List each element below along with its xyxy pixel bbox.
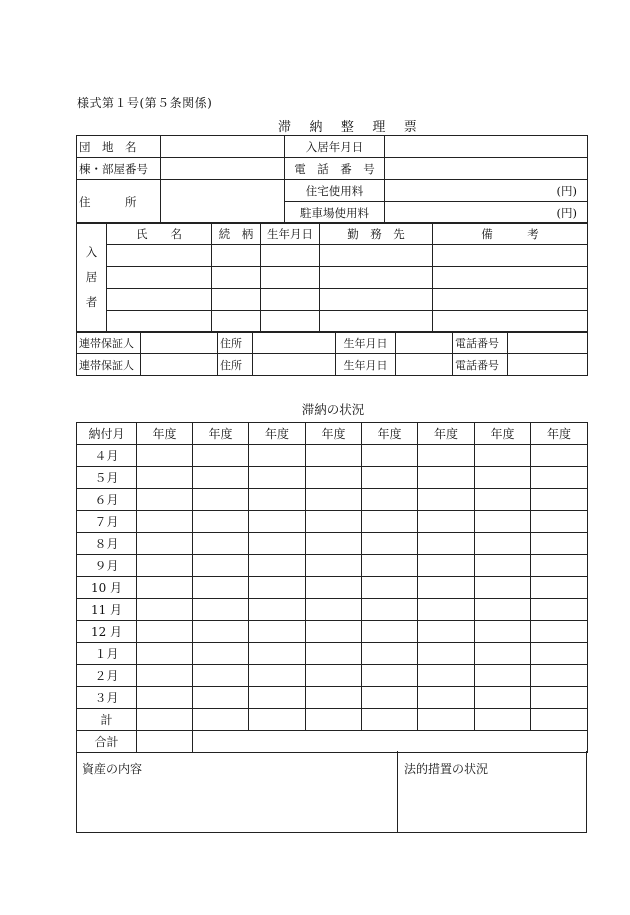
- amount-cell[interactable]: [475, 643, 531, 665]
- amount-cell[interactable]: [475, 599, 531, 621]
- amount-cell[interactable]: [475, 511, 531, 533]
- year-header: 年度: [475, 423, 531, 445]
- amount-cell[interactable]: [193, 577, 249, 599]
- res-cell[interactable]: [212, 245, 261, 267]
- amount-cell[interactable]: [531, 533, 588, 555]
- amount-cell[interactable]: [306, 709, 362, 731]
- amount-cell[interactable]: [362, 621, 418, 643]
- amount-cell[interactable]: [249, 467, 306, 489]
- res-cell[interactable]: [433, 289, 588, 311]
- arrears-header-row: [77, 423, 588, 445]
- amount-cell[interactable]: [306, 643, 362, 665]
- danchi-label: 団 地 名: [77, 136, 161, 158]
- danchi-field[interactable]: [161, 136, 285, 158]
- month-label: 12 月: [77, 621, 137, 643]
- year-header: 年度: [137, 423, 193, 445]
- month-label: ７月: [77, 511, 137, 533]
- amount-cell[interactable]: [418, 489, 475, 511]
- res-header-work: 勤 務 先: [320, 223, 433, 245]
- res-header-birth: 生年月日: [261, 223, 320, 245]
- amount-cell[interactable]: [306, 577, 362, 599]
- amount-cell[interactable]: [306, 489, 362, 511]
- amount-cell[interactable]: [137, 709, 193, 731]
- amount-cell[interactable]: [475, 467, 531, 489]
- amount-cell[interactable]: [418, 709, 475, 731]
- res-cell[interactable]: [261, 289, 320, 311]
- amount-cell[interactable]: [418, 621, 475, 643]
- residents-side-label: [77, 223, 107, 333]
- amount-cell[interactable]: [362, 467, 418, 489]
- amount-cell[interactable]: [306, 467, 362, 489]
- amount-cell[interactable]: [249, 665, 306, 687]
- amount-cell[interactable]: [193, 511, 249, 533]
- subtotal-row: [77, 709, 588, 731]
- amount-cell[interactable]: [531, 665, 588, 687]
- res-cell[interactable]: [212, 267, 261, 289]
- month-row: [77, 533, 588, 555]
- arrears-table: [76, 422, 588, 753]
- amount-cell[interactable]: [193, 467, 249, 489]
- res-cell[interactable]: [320, 289, 433, 311]
- res-header-name: 氏 名: [107, 223, 212, 245]
- amount-cell[interactable]: [531, 467, 588, 489]
- amount-cell[interactable]: [306, 665, 362, 687]
- year-header: 年度: [249, 423, 306, 445]
- year-header: 年度: [193, 423, 249, 445]
- amount-cell[interactable]: [137, 665, 193, 687]
- amount-cell[interactable]: [249, 643, 306, 665]
- guarantor-address-field[interactable]: [253, 332, 336, 354]
- amount-cell[interactable]: [193, 599, 249, 621]
- amount-cell[interactable]: [531, 489, 588, 511]
- guarantors-table: [76, 331, 588, 376]
- amount-cell[interactable]: [306, 599, 362, 621]
- amount-cell[interactable]: [418, 687, 475, 709]
- amount-cell[interactable]: [531, 445, 588, 467]
- res-cell[interactable]: [320, 267, 433, 289]
- resident-row: [77, 245, 588, 267]
- total-row: [77, 731, 588, 753]
- month-label: ６月: [77, 489, 137, 511]
- address-field[interactable]: [161, 180, 285, 224]
- amount-cell[interactable]: [362, 577, 418, 599]
- resident-row: [77, 311, 588, 333]
- amount-cell[interactable]: [137, 687, 193, 709]
- unit-field[interactable]: [161, 158, 285, 180]
- form-number: 様式第１号(第５条関係): [77, 96, 213, 110]
- year-header: 年度: [306, 423, 362, 445]
- month-label: 11 月: [77, 599, 137, 621]
- res-cell[interactable]: [320, 311, 433, 333]
- amount-cell[interactable]: [531, 555, 588, 577]
- amount-cell[interactable]: [418, 599, 475, 621]
- amount-cell[interactable]: [193, 665, 249, 687]
- guarantor-birth-label: 生年月日: [336, 354, 396, 376]
- amount-cell[interactable]: [306, 621, 362, 643]
- resident-row: [77, 267, 588, 289]
- amount-cell[interactable]: [475, 555, 531, 577]
- amount-cell[interactable]: [531, 577, 588, 599]
- amount-cell[interactable]: [249, 533, 306, 555]
- amount-cell[interactable]: [362, 489, 418, 511]
- amount-cell[interactable]: [249, 489, 306, 511]
- amount-cell[interactable]: [475, 445, 531, 467]
- arrears-title: 滞納の状況: [301, 402, 365, 417]
- res-header-notes: 備 考: [433, 223, 588, 245]
- amount-cell[interactable]: [193, 621, 249, 643]
- res-cell[interactable]: [261, 245, 320, 267]
- res-cell[interactable]: [107, 245, 212, 267]
- month-label: ２月: [77, 665, 137, 687]
- move-in-field[interactable]: [385, 136, 588, 158]
- amount-cell[interactable]: [137, 533, 193, 555]
- guarantor-phone-label: 電話番号: [453, 332, 508, 354]
- amount-cell[interactable]: [249, 621, 306, 643]
- legal-label: 法的措置の状況: [404, 762, 489, 776]
- amount-cell[interactable]: [137, 489, 193, 511]
- total-value-cell[interactable]: [193, 731, 588, 753]
- amount-cell[interactable]: [362, 533, 418, 555]
- guarantor-name-field[interactable]: [141, 332, 218, 354]
- amount-cell[interactable]: [531, 687, 588, 709]
- month-label: ８月: [77, 533, 137, 555]
- month-row: [77, 467, 588, 489]
- amount-cell[interactable]: [249, 555, 306, 577]
- amount-cell[interactable]: [137, 555, 193, 577]
- amount-cell[interactable]: [362, 599, 418, 621]
- res-cell[interactable]: [261, 311, 320, 333]
- amount-cell[interactable]: [362, 511, 418, 533]
- amount-cell[interactable]: [137, 445, 193, 467]
- rent-field[interactable]: [385, 180, 588, 202]
- amount-cell[interactable]: [475, 665, 531, 687]
- amount-cell[interactable]: [418, 511, 475, 533]
- parking-yen-unit: (円): [556, 205, 577, 220]
- guarantor-birth-field[interactable]: [396, 354, 453, 376]
- amount-cell[interactable]: [193, 709, 249, 731]
- resident-row: [77, 289, 588, 311]
- amount-cell[interactable]: [418, 577, 475, 599]
- amount-cell[interactable]: [193, 533, 249, 555]
- guarantor-phone-field[interactable]: [508, 332, 588, 354]
- amount-cell[interactable]: [249, 599, 306, 621]
- address-label: 住 所: [77, 180, 161, 224]
- guarantor-phone-field[interactable]: [508, 354, 588, 376]
- amount-cell[interactable]: [137, 599, 193, 621]
- amount-cell[interactable]: [193, 687, 249, 709]
- unit-label: 棟・部屋番号: [77, 158, 161, 180]
- res-cell[interactable]: [433, 311, 588, 333]
- guarantor-birth-label: 生年月日: [336, 332, 396, 354]
- res-cell[interactable]: [261, 267, 320, 289]
- guarantor-address-label: 住所: [218, 354, 253, 376]
- month-label: １月: [77, 643, 137, 665]
- month-row: [77, 489, 588, 511]
- res-cell[interactable]: [107, 267, 212, 289]
- amount-cell[interactable]: [306, 511, 362, 533]
- amount-cell[interactable]: [193, 489, 249, 511]
- amount-cell[interactable]: [418, 665, 475, 687]
- rent-label: 住宅使用料: [285, 180, 385, 202]
- amount-cell[interactable]: [531, 621, 588, 643]
- amount-cell[interactable]: [418, 467, 475, 489]
- year-header: 年度: [531, 423, 588, 445]
- amount-cell[interactable]: [531, 643, 588, 665]
- amount-cell[interactable]: [531, 709, 588, 731]
- month-row: [77, 555, 588, 577]
- guarantor-birth-field[interactable]: [396, 332, 453, 354]
- guarantor-label: 連帯保証人: [77, 332, 141, 354]
- amount-cell[interactable]: [475, 687, 531, 709]
- amount-cell[interactable]: [418, 533, 475, 555]
- move-in-label: 入居年月日: [285, 136, 385, 158]
- amount-cell[interactable]: [249, 511, 306, 533]
- amount-cell[interactable]: [249, 709, 306, 731]
- amount-cell[interactable]: [137, 621, 193, 643]
- amount-cell[interactable]: [475, 577, 531, 599]
- bottom-section: [76, 751, 587, 833]
- res-cell[interactable]: [212, 289, 261, 311]
- amount-cell[interactable]: [475, 533, 531, 555]
- month-label: 10 月: [77, 577, 137, 599]
- info-table: [76, 135, 588, 224]
- res-cell[interactable]: [107, 289, 212, 311]
- month-row: [77, 445, 588, 467]
- amount-cell[interactable]: [137, 467, 193, 489]
- amount-cell[interactable]: [249, 445, 306, 467]
- rent-yen-unit: (円): [556, 183, 577, 198]
- res-cell[interactable]: [433, 245, 588, 267]
- guarantor-label: 連帯保証人: [77, 354, 141, 376]
- residents-side-label-text: 入居者: [85, 245, 98, 309]
- res-cell[interactable]: [433, 267, 588, 289]
- guarantor-name-field[interactable]: [141, 354, 218, 376]
- guarantor-phone-label: 電話番号: [453, 354, 508, 376]
- guarantor-row: [77, 332, 588, 354]
- amount-cell[interactable]: [137, 577, 193, 599]
- month-label: ９月: [77, 555, 137, 577]
- res-cell[interactable]: [107, 311, 212, 333]
- month-row: [77, 599, 588, 621]
- total-label: 合計: [77, 731, 137, 753]
- amount-cell[interactable]: [137, 643, 193, 665]
- amount-cell[interactable]: [418, 555, 475, 577]
- amount-cell[interactable]: [193, 445, 249, 467]
- res-header-relation: 続 柄: [212, 223, 261, 245]
- guarantor-row: [77, 354, 588, 376]
- amount-cell[interactable]: [531, 599, 588, 621]
- amount-cell[interactable]: [362, 665, 418, 687]
- amount-cell[interactable]: [249, 687, 306, 709]
- month-label: ３月: [77, 687, 137, 709]
- month-label: ４月: [77, 445, 137, 467]
- parking-field[interactable]: [385, 202, 588, 224]
- year-header: 年度: [418, 423, 475, 445]
- month-row: [77, 643, 588, 665]
- amount-cell[interactable]: [193, 643, 249, 665]
- guarantor-address-field[interactable]: [253, 354, 336, 376]
- total-first-cell[interactable]: [137, 731, 193, 753]
- amount-cell[interactable]: [475, 709, 531, 731]
- amount-cell[interactable]: [418, 643, 475, 665]
- month-row: [77, 687, 588, 709]
- res-cell[interactable]: [212, 311, 261, 333]
- amount-cell[interactable]: [418, 445, 475, 467]
- amount-cell[interactable]: [362, 445, 418, 467]
- year-header: 年度: [362, 423, 418, 445]
- assets-label: 資産の内容: [82, 762, 143, 776]
- month-row: [77, 511, 588, 533]
- month-header: 納付月: [77, 423, 137, 445]
- amount-cell[interactable]: [306, 555, 362, 577]
- month-row: [77, 577, 588, 599]
- res-cell[interactable]: [320, 245, 433, 267]
- amount-cell[interactable]: [475, 621, 531, 643]
- amount-cell[interactable]: [249, 577, 306, 599]
- amount-cell[interactable]: [306, 533, 362, 555]
- amount-cell[interactable]: [362, 709, 418, 731]
- residents-table: [76, 222, 588, 333]
- amount-cell[interactable]: [306, 687, 362, 709]
- guarantor-address-label: 住所: [218, 332, 253, 354]
- month-label: ５月: [77, 467, 137, 489]
- month-label: 計: [77, 709, 137, 731]
- amount-cell[interactable]: [306, 445, 362, 467]
- phone-field[interactable]: [385, 158, 588, 180]
- amount-cell[interactable]: [362, 687, 418, 709]
- amount-cell[interactable]: [531, 511, 588, 533]
- amount-cell[interactable]: [362, 643, 418, 665]
- month-row: [77, 621, 588, 643]
- page-title: 滞 納 整 理 票: [278, 120, 424, 135]
- amount-cell[interactable]: [362, 555, 418, 577]
- phone-label: 電 話 番 号: [285, 158, 385, 180]
- amount-cell[interactable]: [193, 555, 249, 577]
- parking-label: 駐車場使用料: [285, 202, 385, 224]
- amount-cell[interactable]: [475, 489, 531, 511]
- amount-cell[interactable]: [137, 511, 193, 533]
- bottom-divider: [397, 751, 398, 832]
- month-row: [77, 665, 588, 687]
